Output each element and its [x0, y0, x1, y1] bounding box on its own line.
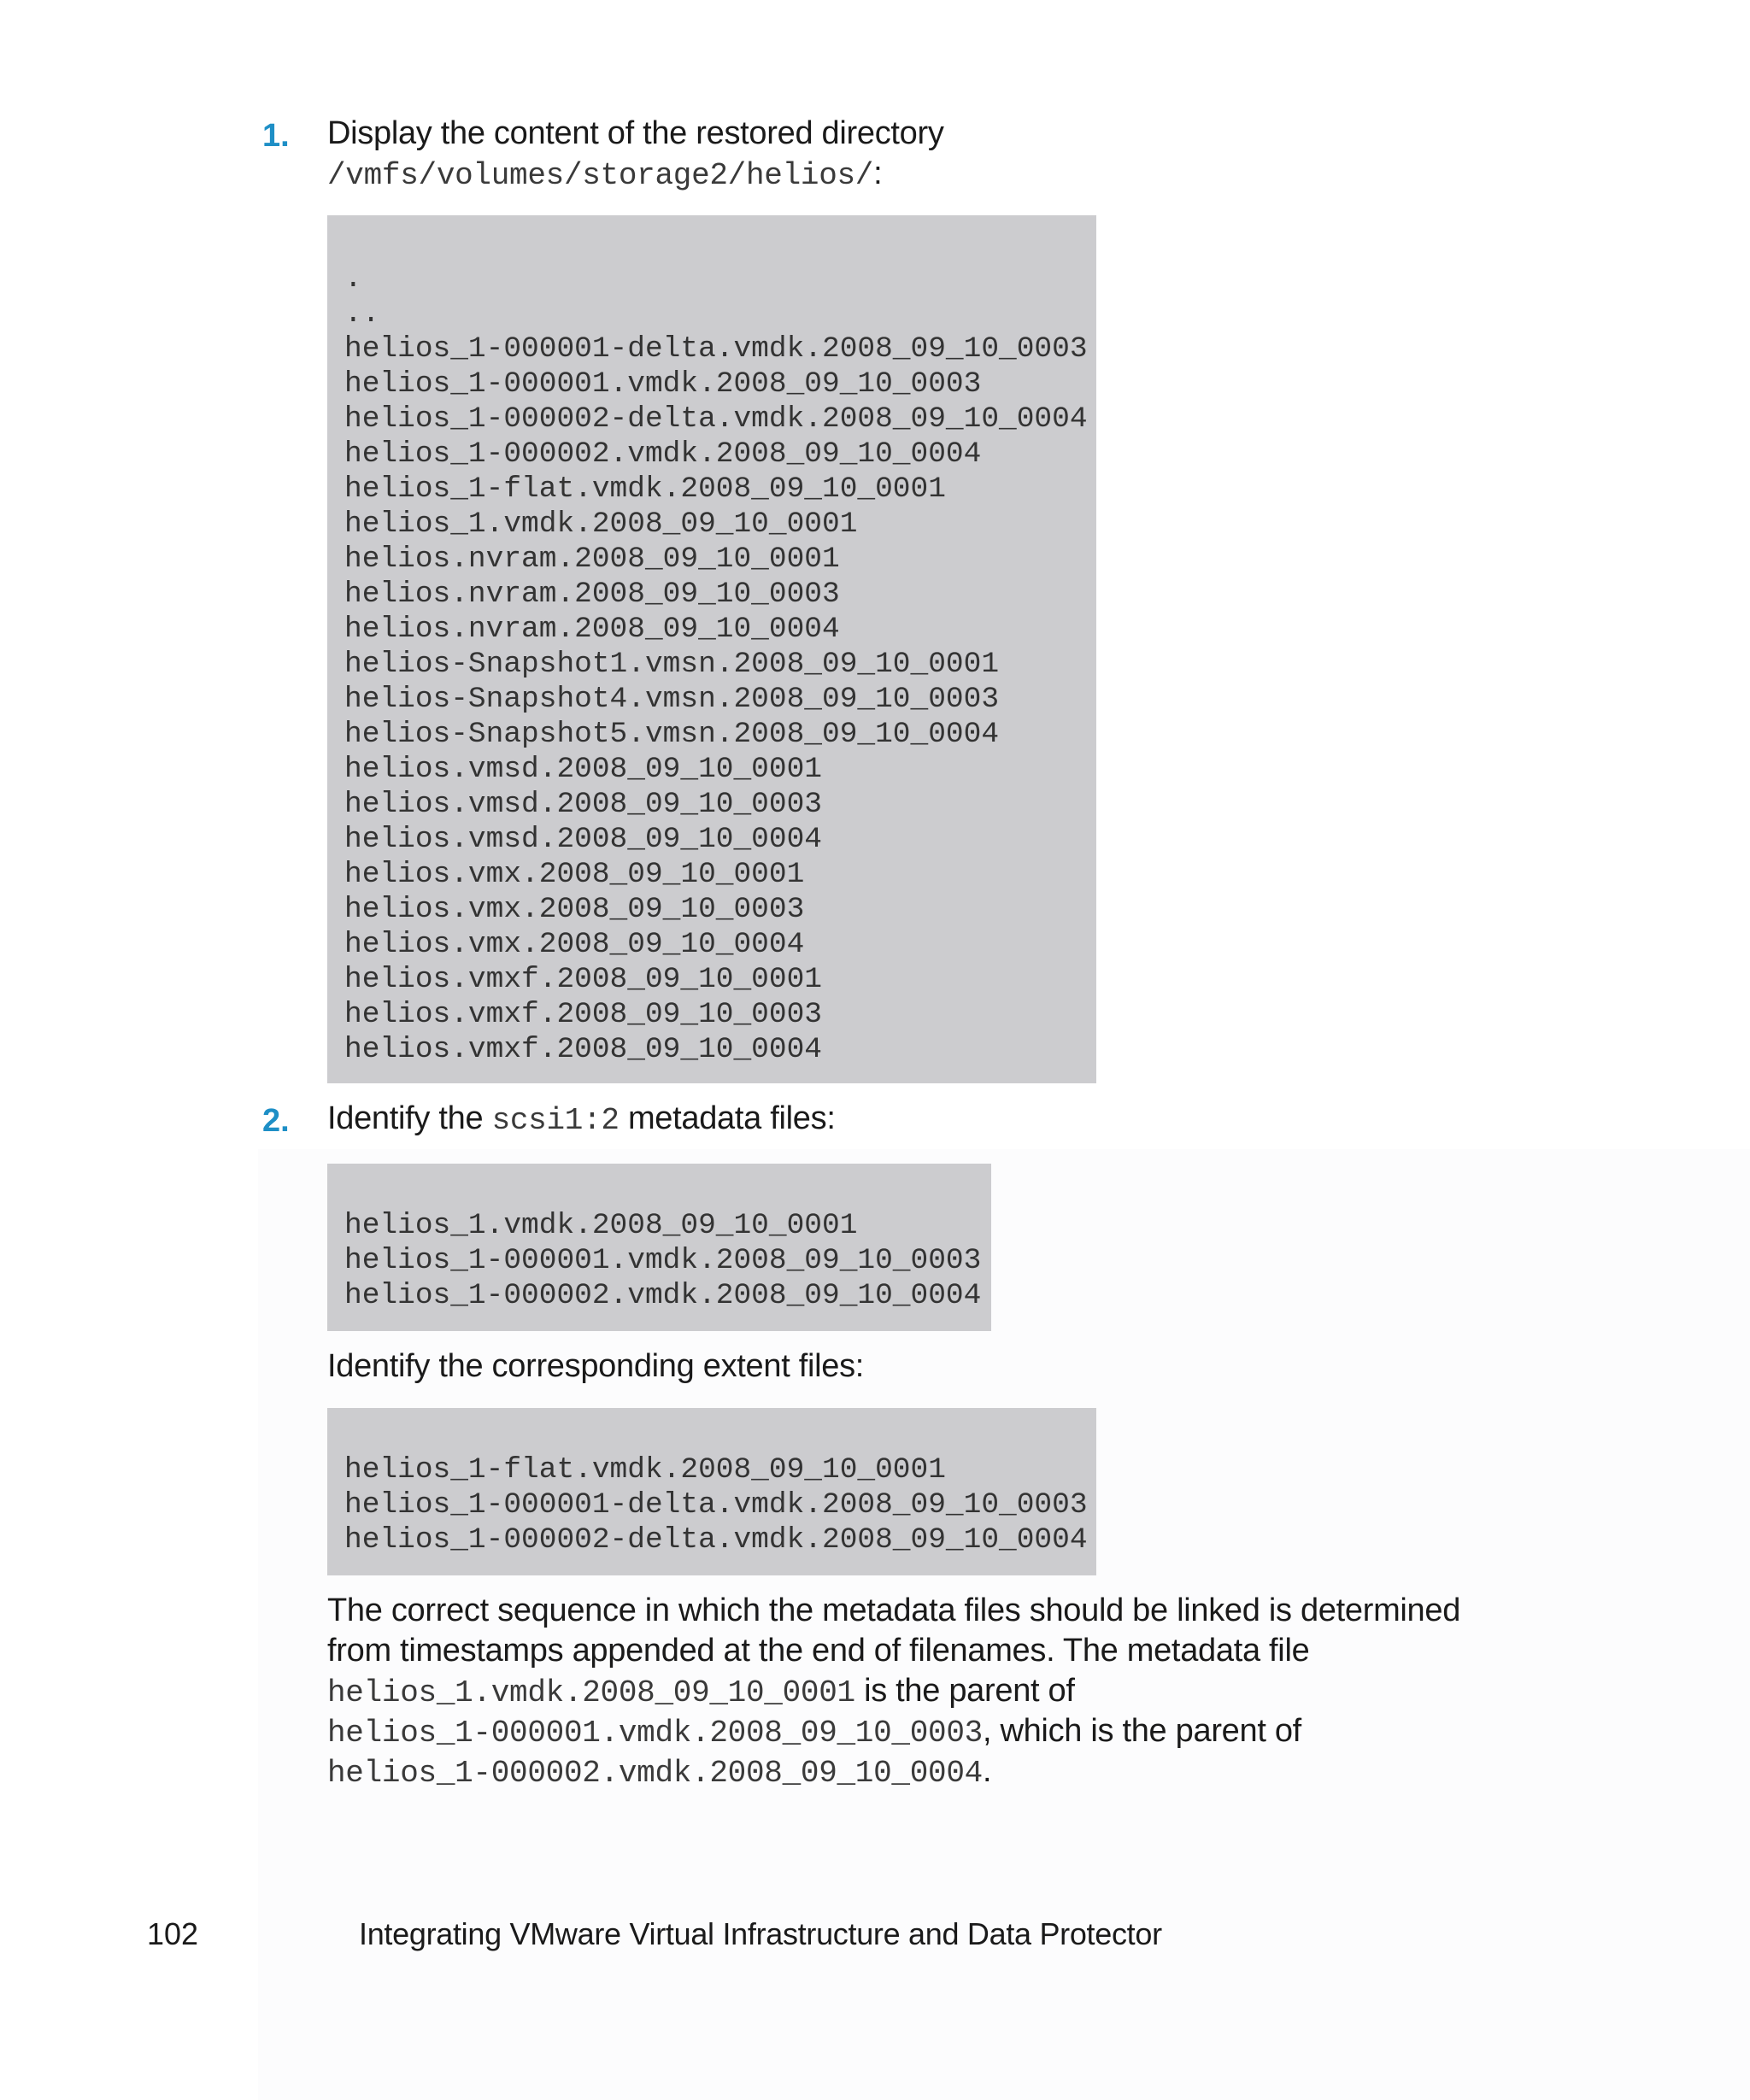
code-line: helios.vmsd.2008_09_10_0003 [344, 788, 822, 821]
code-line: helios_1-000001-delta.vmdk.2008_09_10_0003 [344, 332, 1088, 366]
code-line: helios.vmx.2008_09_10_0004 [344, 928, 805, 961]
extent-files-block [327, 1408, 1096, 1575]
code-line: helios_1.vmdk.2008_09_10_0001 [344, 507, 858, 541]
code-line: helios-Snapshot1.vmsn.2008_09_10_0001 [344, 648, 1000, 681]
step-2-text [327, 1099, 836, 1141]
path-colon: : [873, 155, 883, 191]
code-line: helios.nvram.2008_09_10_0004 [344, 613, 840, 646]
code-line: helios_1-flat.vmdk.2008_09_10_0001 [344, 1453, 946, 1487]
code-line: helios.nvram.2008_09_10_0003 [344, 578, 840, 611]
code-line: helios.vmxf.2008_09_10_0004 [344, 1033, 822, 1066]
code-line: helios_1-000002.vmdk.2008_09_10_0004 [344, 437, 982, 471]
metadata-files-block [327, 1164, 991, 1331]
footer-title: Integrating VMware Virtual Infrastructure and Data Protector [359, 1916, 1162, 1951]
code-line: helios_1-000001.vmdk.2008_09_10_0003 [344, 1244, 982, 1277]
code-line: helios.nvram.2008_09_10_0001 [344, 543, 840, 576]
conclusion-text-3: . [982, 1753, 992, 1789]
step-1-text: Display the content of the restored directory [327, 115, 944, 151]
conclusion-line-3 [327, 1671, 1075, 1713]
step-2-number: 2. [262, 1103, 290, 1139]
code-line: .. [344, 297, 380, 331]
extent-intro: Identify the corresponding extent files: [327, 1348, 865, 1384]
code-line: helios_1-000001.vmdk.2008_09_10_0003 [344, 367, 982, 401]
code-line: helios-Snapshot5.vmsn.2008_09_10_0004 [344, 718, 1000, 751]
code-line: helios_1-000001-delta.vmdk.2008_09_10_0003 [344, 1488, 1088, 1522]
code-line: helios.vmx.2008_09_10_0003 [344, 893, 805, 926]
conclusion-line-5 [327, 1751, 991, 1793]
code-line: helios.vmx.2008_09_10_0001 [344, 858, 805, 891]
parent-file-1: helios_1.vmdk.2008_09_10_0001 [327, 1675, 855, 1710]
code-line: . [344, 262, 362, 296]
code-line: helios.vmxf.2008_09_10_0003 [344, 998, 822, 1031]
code-line: helios_1-000002.vmdk.2008_09_10_0004 [344, 1279, 982, 1312]
parent-file-3: helios_1-000002.vmdk.2008_09_10_0004 [327, 1756, 983, 1791]
code-line: helios_1-000002-delta.vmdk.2008_09_10_0004 [344, 402, 1088, 436]
parent-file-2: helios_1-000001.vmdk.2008_09_10_0003 [327, 1716, 983, 1751]
scsi-id: scsi1:2 [491, 1103, 620, 1138]
code-line: helios_1-000002-delta.vmdk.2008_09_10_0004 [344, 1523, 1088, 1557]
step-1-number: 1. [262, 118, 290, 154]
code-line: helios.vmsd.2008_09_10_0001 [344, 753, 822, 786]
code-line: helios.vmxf.2008_09_10_0001 [344, 963, 822, 996]
conclusion-line-1: The correct sequence in which the metadata files should be linked is determined [327, 1593, 1461, 1628]
step-2-text-before: Identify the [327, 1100, 492, 1136]
code-line: helios.vmsd.2008_09_10_0004 [344, 823, 822, 856]
page-number: 102 [147, 1916, 199, 1951]
code-line: helios-Snapshot4.vmsn.2008_09_10_0003 [344, 683, 1000, 716]
code-line: helios_1.vmdk.2008_09_10_0001 [344, 1209, 858, 1242]
conclusion-line-2: from timestamps appended at the end of filenames. The metadata file [327, 1633, 1310, 1669]
conclusion-text-1: is the parent of [854, 1673, 1075, 1709]
conclusion-text-2: , which is the parent of [982, 1713, 1301, 1749]
step-1-path-line [327, 154, 882, 196]
code-line: helios_1-flat.vmdk.2008_09_10_0001 [344, 472, 946, 506]
conclusion-line-4 [327, 1711, 1301, 1753]
directory-path: /vmfs/volumes/storage2/helios/ [327, 158, 874, 193]
directory-listing-block [327, 215, 1096, 1083]
step-2-text-after: metadata files: [619, 1100, 836, 1136]
